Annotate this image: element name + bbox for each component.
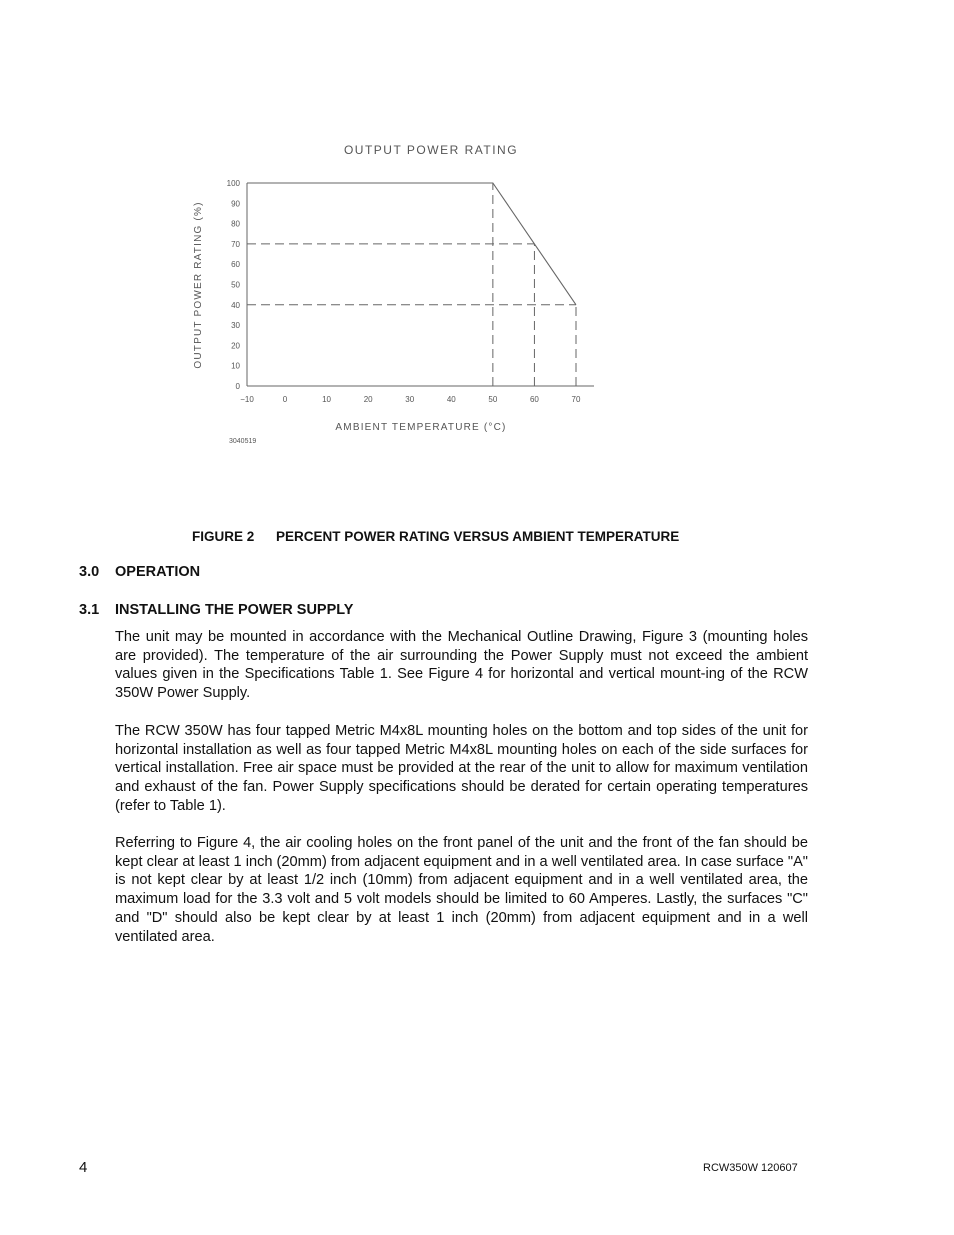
y-tick-label: 80 [231,219,240,229]
y-tick-label: 30 [231,321,240,331]
figure-number: FIGURE 2 [192,529,255,544]
document-id: RCW350W 120607 [703,1162,798,1174]
y-tick-label: 100 [226,179,240,188]
section-title: INSTALLING THE POWER SUPPLY [115,602,354,618]
y-tick-label: 60 [231,260,240,270]
y-tick-label: 0 [235,382,240,391]
section-heading-installing [79,602,353,618]
paragraph-mounting-holes: The RCW 350W has four tapped Metric M4x8L mounting holes on the bottom and top sides of the unit for horizontal installation as well as four tapped Metric M4x8L mounting holes on each of the side surfaces for vertical installation. Free air space must be provided at the rear of the unit to allow for maximum ventilation and exhaust of the fan. Power Supply specifications should be derated for certain operating temperatures (refer to Table 1). [115,723,808,814]
paragraph-cooling-clearance: Referring to Figure 4, the air cooling holes on the front panel of the unit and the front of the fan should be kept clear at least 1 inch (20mm) from adjacent equipment and in a well ventilated area. In case surface "A" is not kept clear by at least 1/2 inch (10mm) from adjacent equipment and in a well ventilated area, the maximum load for the 3.3 volt and 5 volt models should be limited to 60 Amperes. Lastly, the surfaces "C" and "D" should also be kept clear by at least 1 inch (20mm) from adjacent equipment and in a well ventilated area. [115,835,808,945]
y-tick-labels [227,179,241,391]
x-tick-label: −10 [240,395,254,404]
section-number: 3.0 [79,564,100,580]
figure-caption-text: PERCENT POWER RATING VERSUS AMBIENT TEMPERATURE [276,529,680,544]
x-tick-label: 60 [529,395,539,404]
chart-y-axis-label: OUTPUT POWER RATING (%) [193,201,204,369]
x-tick-label: 10 [322,395,332,404]
section-heading-operation [79,564,200,580]
page-number: 4 [79,1159,88,1176]
y-tick-label: 40 [231,300,240,310]
drawing-number: 3040519 [229,438,257,445]
x-tick-label: 30 [405,395,415,404]
y-tick-label: 70 [231,239,240,249]
paragraph-mounting: The unit may be mounted in accordance with the Mechanical Outline Drawing, Figure 3 (mounting holes are provided). The temperature of the air surrounding the Power Supply must not exceed the ambient values given in the Specifications Table 1. See Figure 4 for horizontal and vertical mount-ing of the RCW 350W Power Supply. [115,629,808,702]
power-rating-chart [0,0,954,470]
x-tick-labels [240,395,581,404]
y-tick-label: 50 [231,280,240,290]
x-tick-label: 0 [282,395,288,404]
chart-title: OUTPUT POWER RATING [343,143,519,157]
section-title: OPERATION [115,564,201,580]
figure-caption [192,529,679,544]
reference-lines [247,183,576,386]
chart-x-axis-label: AMBIENT TEMPERATURE (°C) [335,422,507,433]
x-tick-label: 70 [571,395,581,404]
section-number: 3.1 [79,602,100,618]
x-tick-label: 20 [363,395,373,404]
y-tick-label: 10 [231,361,240,371]
x-tick-label: 50 [488,395,498,404]
x-tick-label: 40 [446,395,456,404]
y-tick-label: 90 [231,199,240,209]
y-tick-label: 20 [231,341,240,351]
